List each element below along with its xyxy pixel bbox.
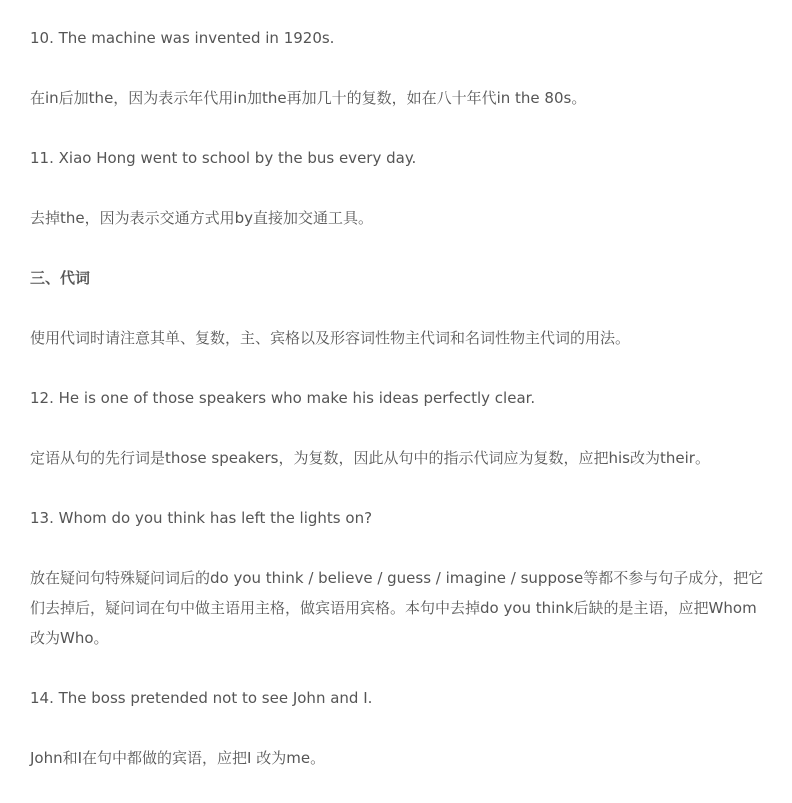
answer-11: 去掉the，因为表示交通方式用by直接加交通工具。 xyxy=(30,209,374,227)
answer-13: 放在疑问句特殊疑问词后的do you think / believe / guess / imagine / suppose等都不参与句子成分，把它们去掉后，疑问词在句中做主语用主格，做宾语用宾格。本句中去掉do you think后缺的是主语，应把Whom改为Who。 xyxy=(30,569,764,647)
question-13: 13. Whom do you think has left the lights on? xyxy=(30,509,373,527)
article-body xyxy=(30,23,765,803)
section-heading-pronouns: 三、代词 xyxy=(30,269,91,287)
answer-12: 定语从句的先行词是those speakers，为复数，因此从句中的指示代词应为复数，应把his改为their。 xyxy=(30,449,710,467)
question-14: 14. The boss pretended not to see John and I. xyxy=(30,689,373,707)
question-11: 11. Xiao Hong went to school by the bus every day. xyxy=(30,149,417,167)
answer-10: 在in后加the，因为表示年代用in加the再加几十的复数，如在八十年代in the 80s。 xyxy=(30,89,587,107)
question-12: 12. He is one of those speakers who make his ideas perfectly clear. xyxy=(30,389,536,407)
answer-14: John和I在句中都做的宾语，应把I 改为me。 xyxy=(30,749,326,767)
section-intro-pronouns: 使用代词时请注意其单、复数，主、宾格以及形容词性物主代词和名词性物主代词的用法。 xyxy=(30,329,631,347)
question-10: 10. The machine was invented in 1920s. xyxy=(30,29,335,47)
